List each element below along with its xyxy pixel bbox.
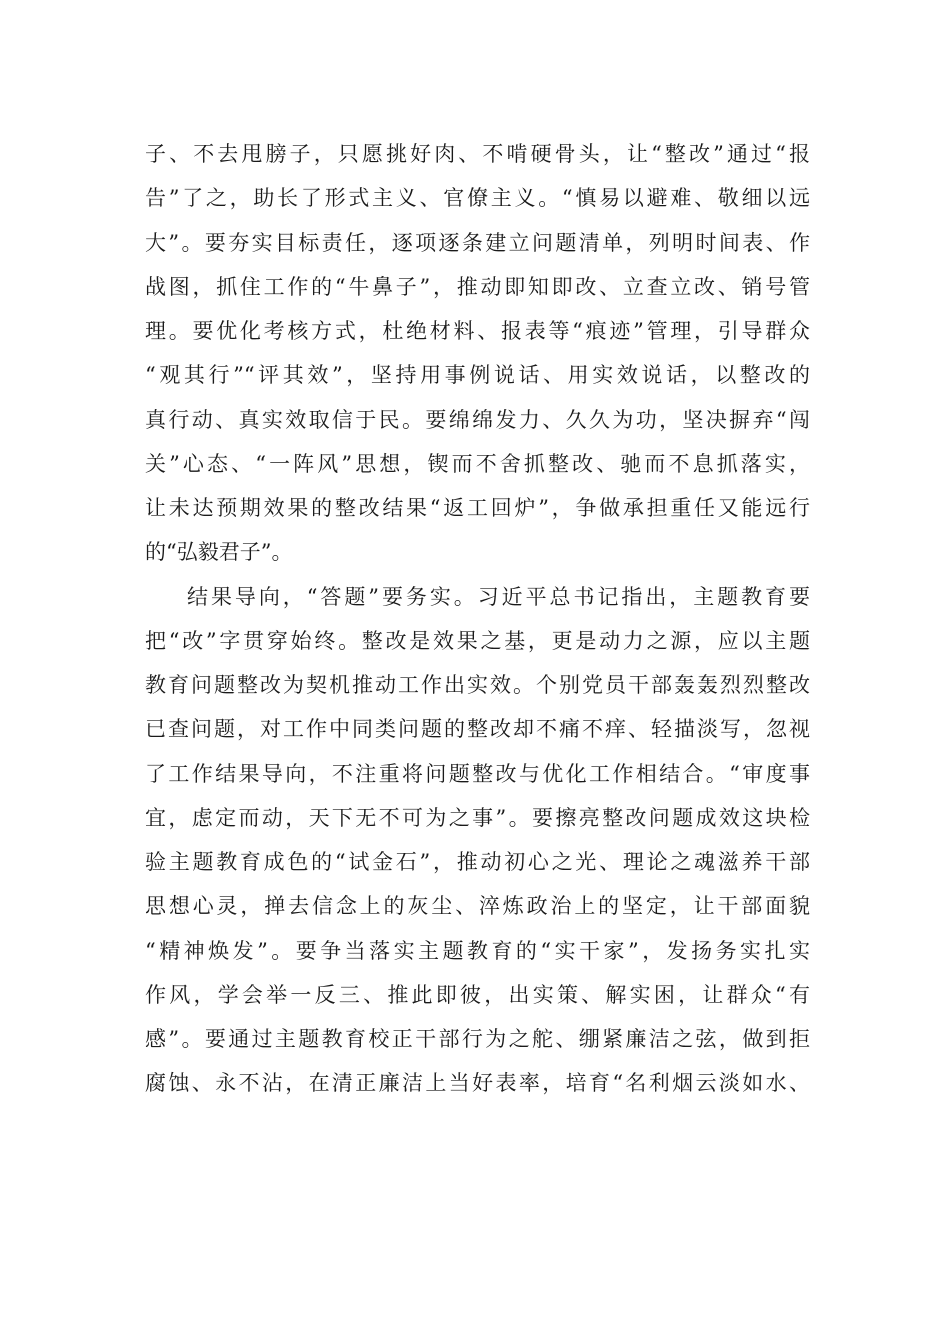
text-line: 教育问题整改为契机推动工作出实效。个别党员干部轰轰烈烈整改: [145, 673, 810, 697]
text-line: 真行动、真实效取信于民。要绵绵发力、久久为功，坚决摒弃“闯: [145, 407, 810, 432]
text-line: 了工作结果导向，不注重将问题整改与优化工作相结合。“审度事: [145, 761, 810, 786]
text-line: 告”了之，助长了形式主义、官僚主义。“慎易以避难、敬细以远: [145, 186, 810, 211]
paragraph-1: [145, 132, 810, 575]
text-line: 把“改”字贯穿始终。整改是效果之基，更是动力之源，应以主题: [145, 628, 810, 653]
text-line: 验主题教育成色的“试金石”，推动初心之光、理论之魂滋养干部: [145, 850, 810, 874]
text-line: 理。要优化考核方式，杜绝材料、报表等“痕迹”管理，引导群众: [145, 319, 810, 343]
text-line: 感”。要通过主题教育校正干部行为之舵、绷紧廉洁之弦，做到拒: [145, 1027, 810, 1051]
text-line: 让未达预期效果的整改结果“返工回炉”，争做承担重任又能远行: [145, 496, 810, 520]
text-line: 宜，虑定而动，天下无不可为之事”。要擦亮整改问题成效这块检: [145, 805, 810, 830]
text-line: 腐蚀、永不沾，在清正廉洁上当好表率，培育“名利烟云淡如水、: [145, 1071, 810, 1096]
paragraph-2: [145, 575, 810, 1106]
text-line: “观其行”“评其效”，坚持用事例说话、用实效说话，以整改的: [145, 363, 810, 388]
text-line: 思想心灵，掸去信念上的灰尘、淬炼政治上的坚定，让干部面貌: [145, 894, 810, 919]
text-line: “精神焕发”。要争当落实主题教育的“实干家”，发扬务实扎实: [145, 938, 810, 963]
text-line: 的“弘毅君子”。: [145, 540, 293, 565]
text-line: 已查问题，对工作中同类问题的整改却不痛不痒、轻描淡写，忽视: [145, 717, 810, 742]
text-line: 关”心态、“一阵风”思想，锲而不舍抓整改、驰而不息抓落实，: [145, 451, 810, 476]
text-line: 大”。要夯实目标责任，逐项逐条建立问题清单，列明时间表、作: [145, 230, 810, 255]
text-line: 作风，学会举一反三、推此即彼，出实策、解实困，让群众“有: [145, 982, 810, 1007]
text-line: 子、不去甩膀子，只愿挑好肉、不啃硬骨头，让“整改”通过“报: [145, 142, 810, 166]
text-line: 战图，抓住工作的“牛鼻子”，推动即知即改、立查立改、销号管: [145, 274, 810, 299]
body-text: [145, 132, 810, 1106]
text-line: 结果导向，“答题”要务实。习近平总书记指出，主题教育要: [187, 584, 810, 609]
